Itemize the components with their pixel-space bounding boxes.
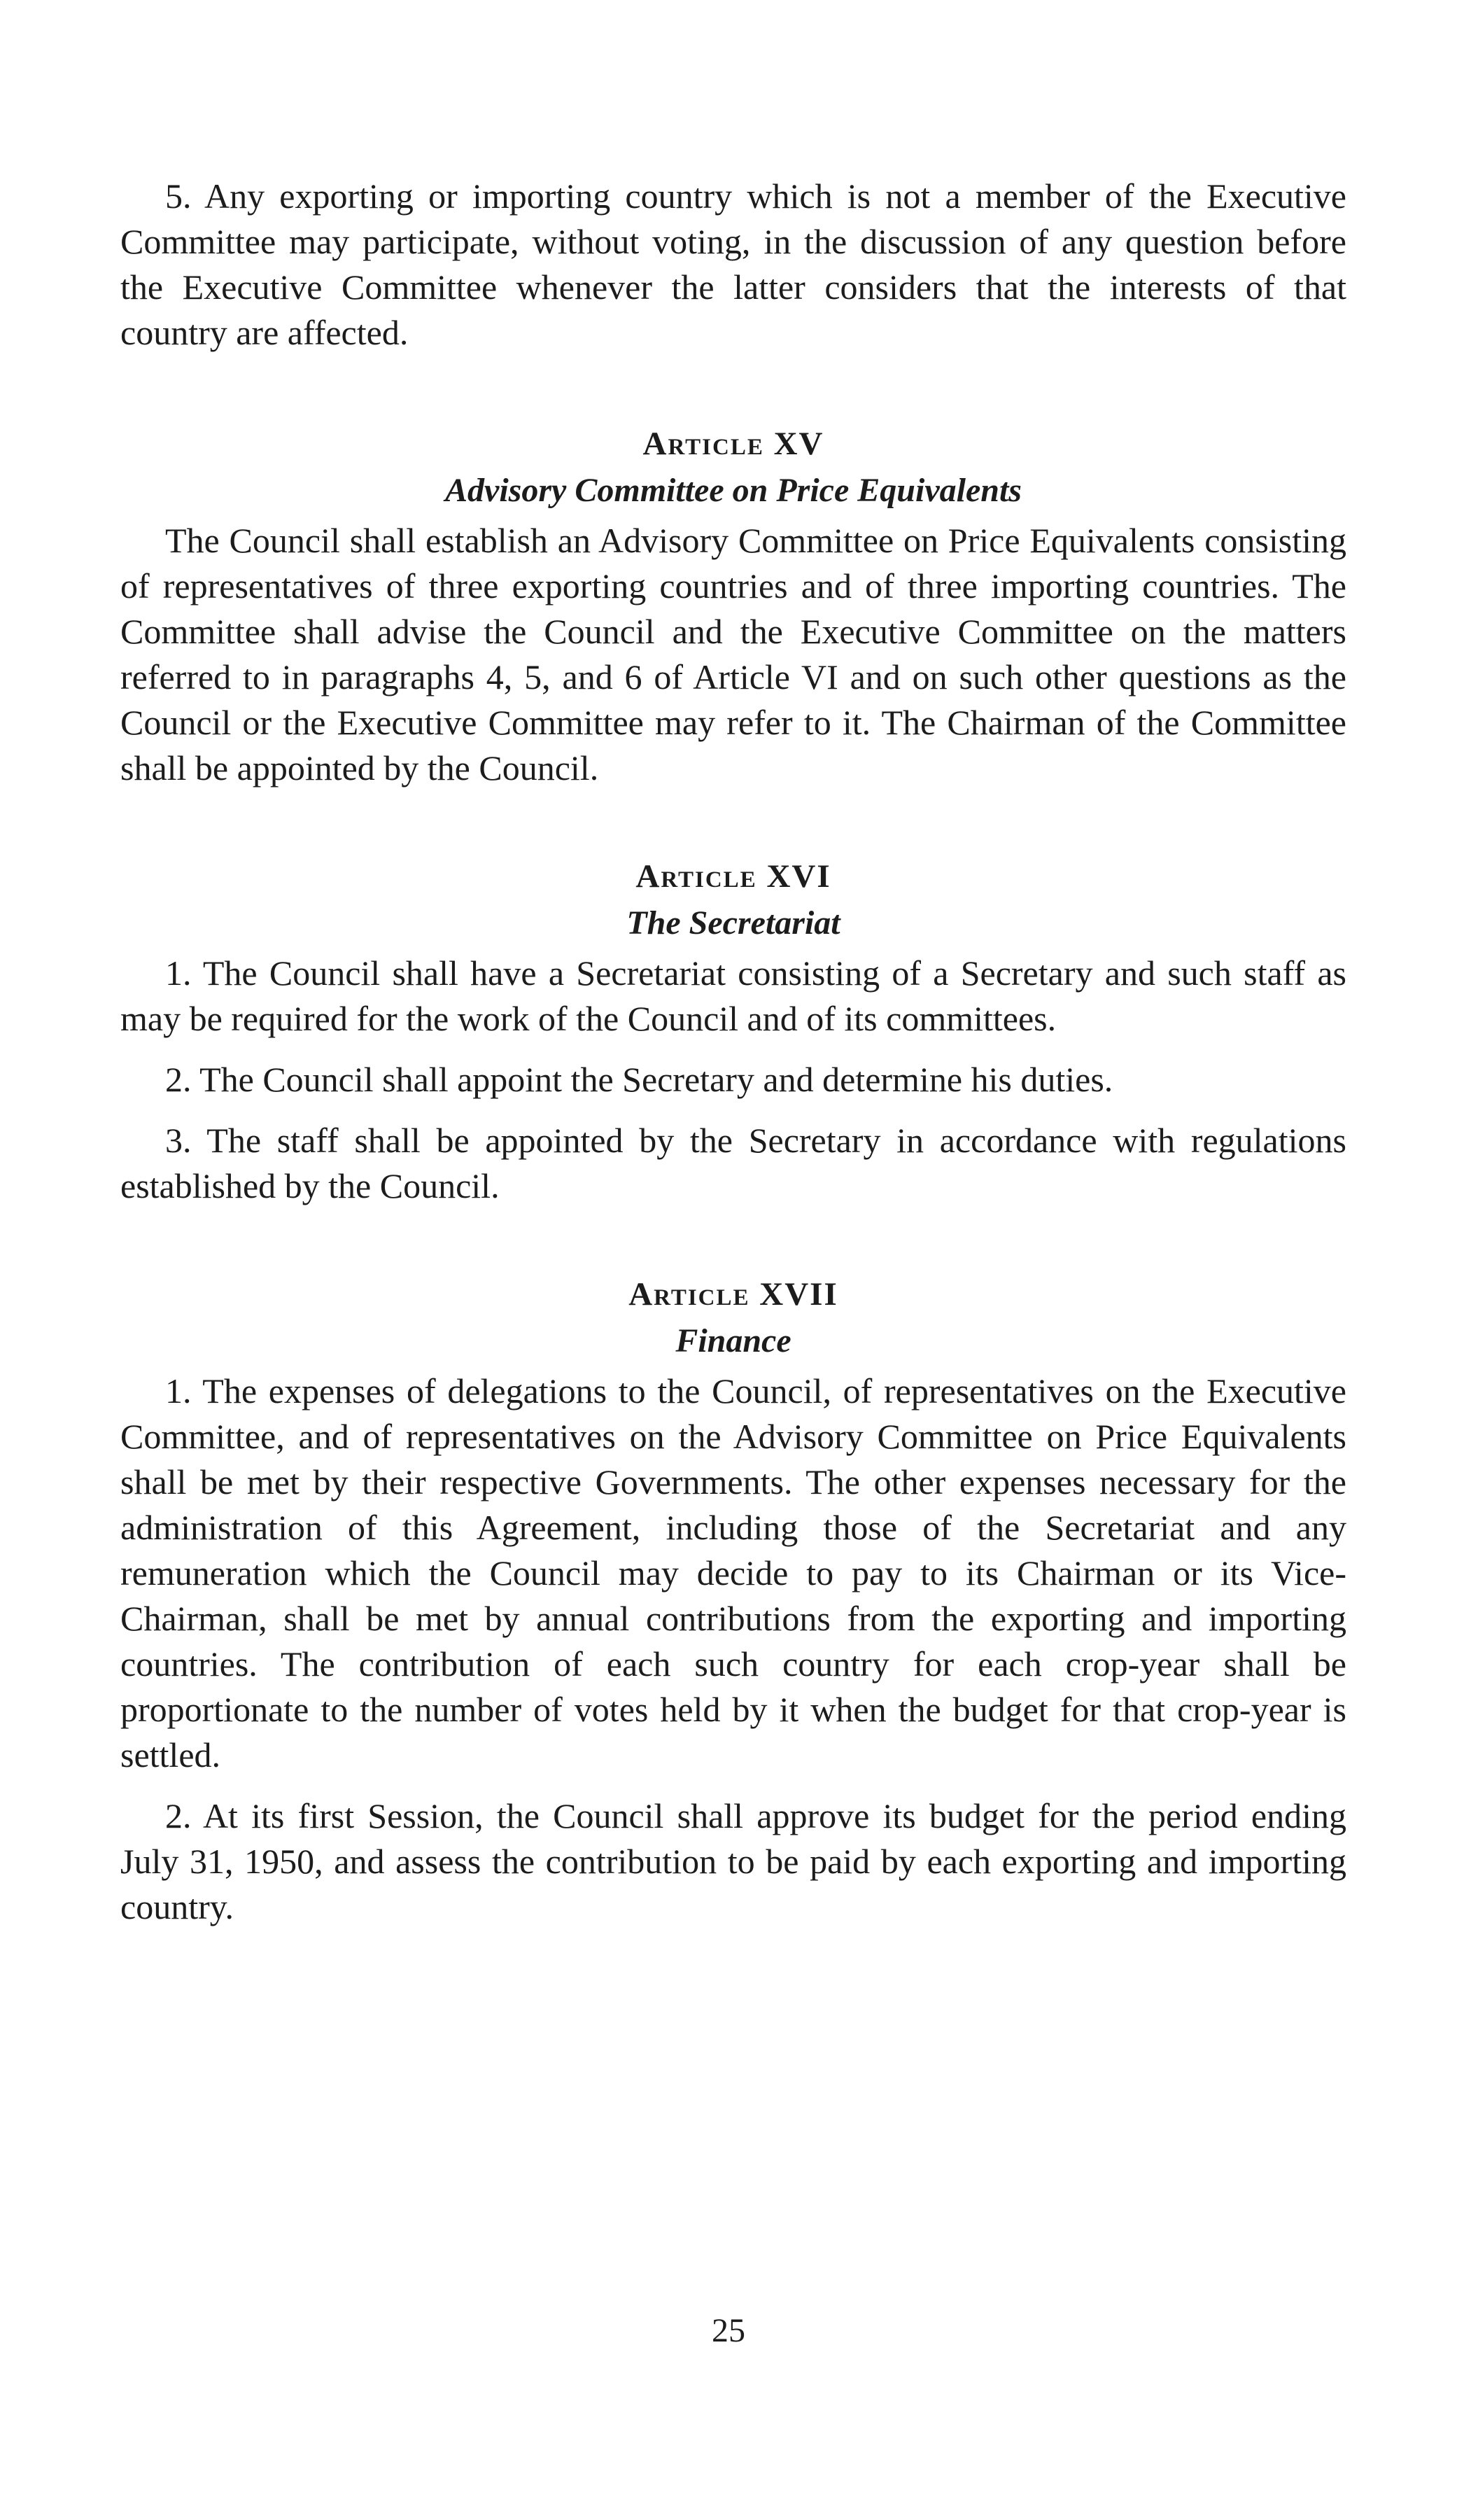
article-xvii-title: Finance — [675, 1322, 791, 1359]
article-xvii-paragraph-1: 1. The expenses of delegations to the Council, of representatives on the Executive Committee, and of representatives on the Advisory Committee on Price Equivalents shall be met by their respective Governments. The other expenses necessary for the administration of this Agreement, including those of the Secretariat and any remuneration which the Council may decide to pay to its Chairman or its Vice-Chairman, shall be met by annual contributions from the exporting and importing countries. The contribution of each such country for each crop-year shall be proportionate to the number of votes held by it when the budget for that crop-year is settled. — [120, 1371, 1346, 1774]
article-xvii — [120, 1273, 1346, 1930]
paragraph-intro: 5. Any exporting or importing country which is not a member of the Executive Committee may participate, without voting, in the discussion of any question before the Executive Committee whenever the latter considers that the interests of that country are affected. — [120, 176, 1346, 352]
article-xvi-heading: Article XVI — [635, 858, 831, 895]
article-xv-heading: Article XV — [642, 426, 824, 462]
article-xv-title: Advisory Committee on Price Equivalents — [445, 472, 1022, 509]
article-xvi-title: The Secretariat — [626, 904, 840, 941]
article-xvii-heading: Article XVII — [628, 1276, 838, 1312]
article-xvi — [120, 855, 1346, 1209]
article-xv — [120, 423, 1346, 791]
page-number: 25 — [712, 2312, 745, 2349]
document-page — [120, 174, 1346, 1930]
article-xvi-paragraph-3: 3. The staff shall be appointed by the Secretary in accordance with regulations established by the Council. — [120, 1121, 1346, 1205]
article-xvii-paragraph-2: 2. At its first Session, the Council shall approve its budget for the period ending July 31, 1950, and assess the contribution to be paid by each exporting and importing country. — [120, 1796, 1346, 1926]
article-xvi-paragraph-2: 2. The Council shall appoint the Secretary and determine his duties. — [165, 1060, 1113, 1099]
article-xv-paragraph-1: The Council shall establish an Advisory Committee on Price Equivalents consisting of representatives of three exporting countries and of three importing countries. The Committee shall advise the Council and the Executive Committee on the matters referred to in paragraphs 4, 5, and 6 of Article VI and on such other questions as the Council or the Executive Committee may refer to it. The Chairman of the Committee shall be appointed by the Council. — [120, 521, 1346, 788]
article-xvi-paragraph-1: 1. The Council shall have a Secretariat consisting of a Secretary and such staff as may be required for the work of the Council and of its committees. — [120, 953, 1346, 1038]
